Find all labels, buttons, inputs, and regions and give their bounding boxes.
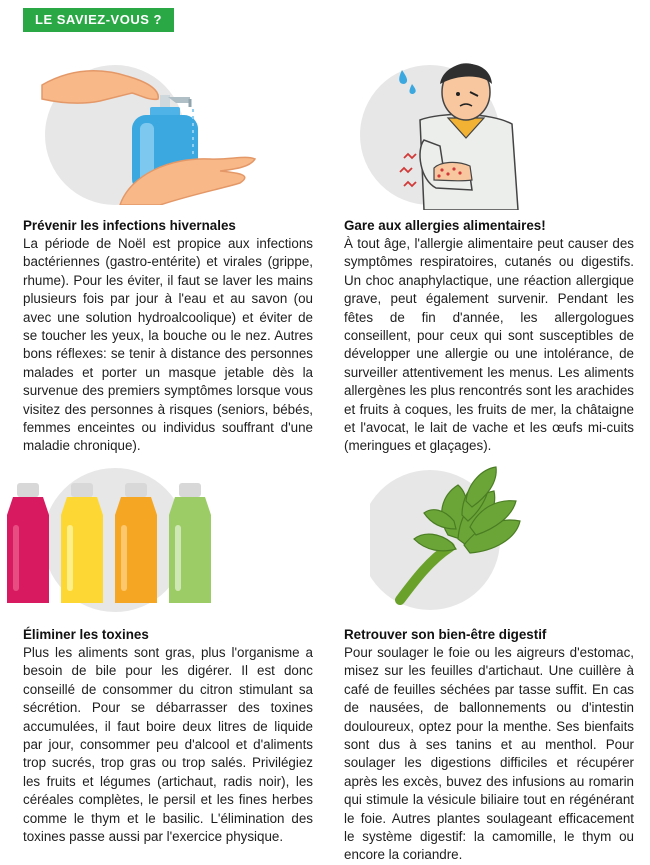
section-allergies — [344, 216, 634, 456]
section-title: Gare aux allergies alimentaires! — [344, 218, 546, 233]
bottle-orange — [115, 483, 157, 603]
section-body: Plus les aliments sont gras, plus l'organisme a besoin de bile pour les digérer. Il est donc conseillé de consommer du citron stimulant sa sécrétion. Pour se débarrasser des toxines accumulées, il faut boire deux litres de liquide par jour, consommer peu d'alcool et d'aliments trop sucrés, trop gras ou trop salés. Privilégiez les fruits et légumes (artichaut, radis noir), les céréales complètes, le persil et les fines herbes comme le thym et le basilic. L'élimination des toxines passe aussi par l'exercice physique. — [23, 645, 313, 845]
section-title: Retrouver son bien-être digestif — [344, 627, 547, 642]
section-body: Pour soulager le foie ou les aigreurs d'estomac, misez sur les feuilles d'artichaut. Une cuillère à café de feuilles séchées par tasse suffit. En cas de nausées, de ballonnements ou d'intestin douloureux, optez pour la menthe. Ses bienfaits sont dus à ses tanins et au menthol. Pour soulager les digestions difficiles et récupérer après les excès, buvez des infusions au romarin qui stimule la vésicule biliaire tout en régénérant le foie. Autres plantes soulageant efficacement le système digestif: la camomille, le thym ou encore la coriandre. — [344, 645, 634, 863]
bottle-green — [169, 483, 211, 603]
section-toxins — [23, 625, 313, 846]
artichoke-illustration — [370, 455, 570, 615]
section-body: À tout âge, l'allergie alimentaire peut causer des symptômes respiratoires, cutanés ou digestifs. Un choc anaphylactique, une réaction allergique grave, peut également survenir. Pendant les fêtes de fin d'année, les allergologues conseillent, pour ceux qui sont susceptibles de développer une allergie ou une intolérance, de surveiller attentivement les menus. Les aliments allergènes les plus rencontrés sont les arachides et fruits à coques, les fruits de mer, la châtaigne et l'avocat, le lait de vache et les œufs mi-cuits (meringues et glaçages). — [344, 236, 634, 454]
section-title: Prévenir les infections hivernales — [23, 218, 236, 233]
allergy-illustration — [340, 40, 560, 210]
section-digestion — [344, 625, 634, 865]
section-title: Éliminer les toxines — [23, 627, 149, 642]
section-badge: LE SAVIEZ-VOUS ? — [23, 8, 174, 32]
handwashing-illustration — [40, 55, 270, 205]
bottle-pink — [7, 483, 49, 603]
juice-bottles-illustration — [5, 455, 245, 615]
section-body: La période de Noël est propice aux infections bactériennes (gastro-entérite) et virales (grippe, rhume). Pour les éviter, il faut se laver les mains plusieurs fois par jour à l'eau et au savon (ou avec une solution hydroalcoolique) et éviter de se toucher les yeux, la bouche ou le nez. Autres bons réflexes: se tenir à distance des personnes malades et porter un masque jetable dès la survenue des premiers symptômes lorsque vous visitez des personnes à risques (seniors, bébés, femmes enceintes ou individus souffrant d'une maladie chronique). — [23, 236, 313, 454]
bottle-yellow — [61, 483, 103, 603]
section-infections — [23, 216, 313, 456]
